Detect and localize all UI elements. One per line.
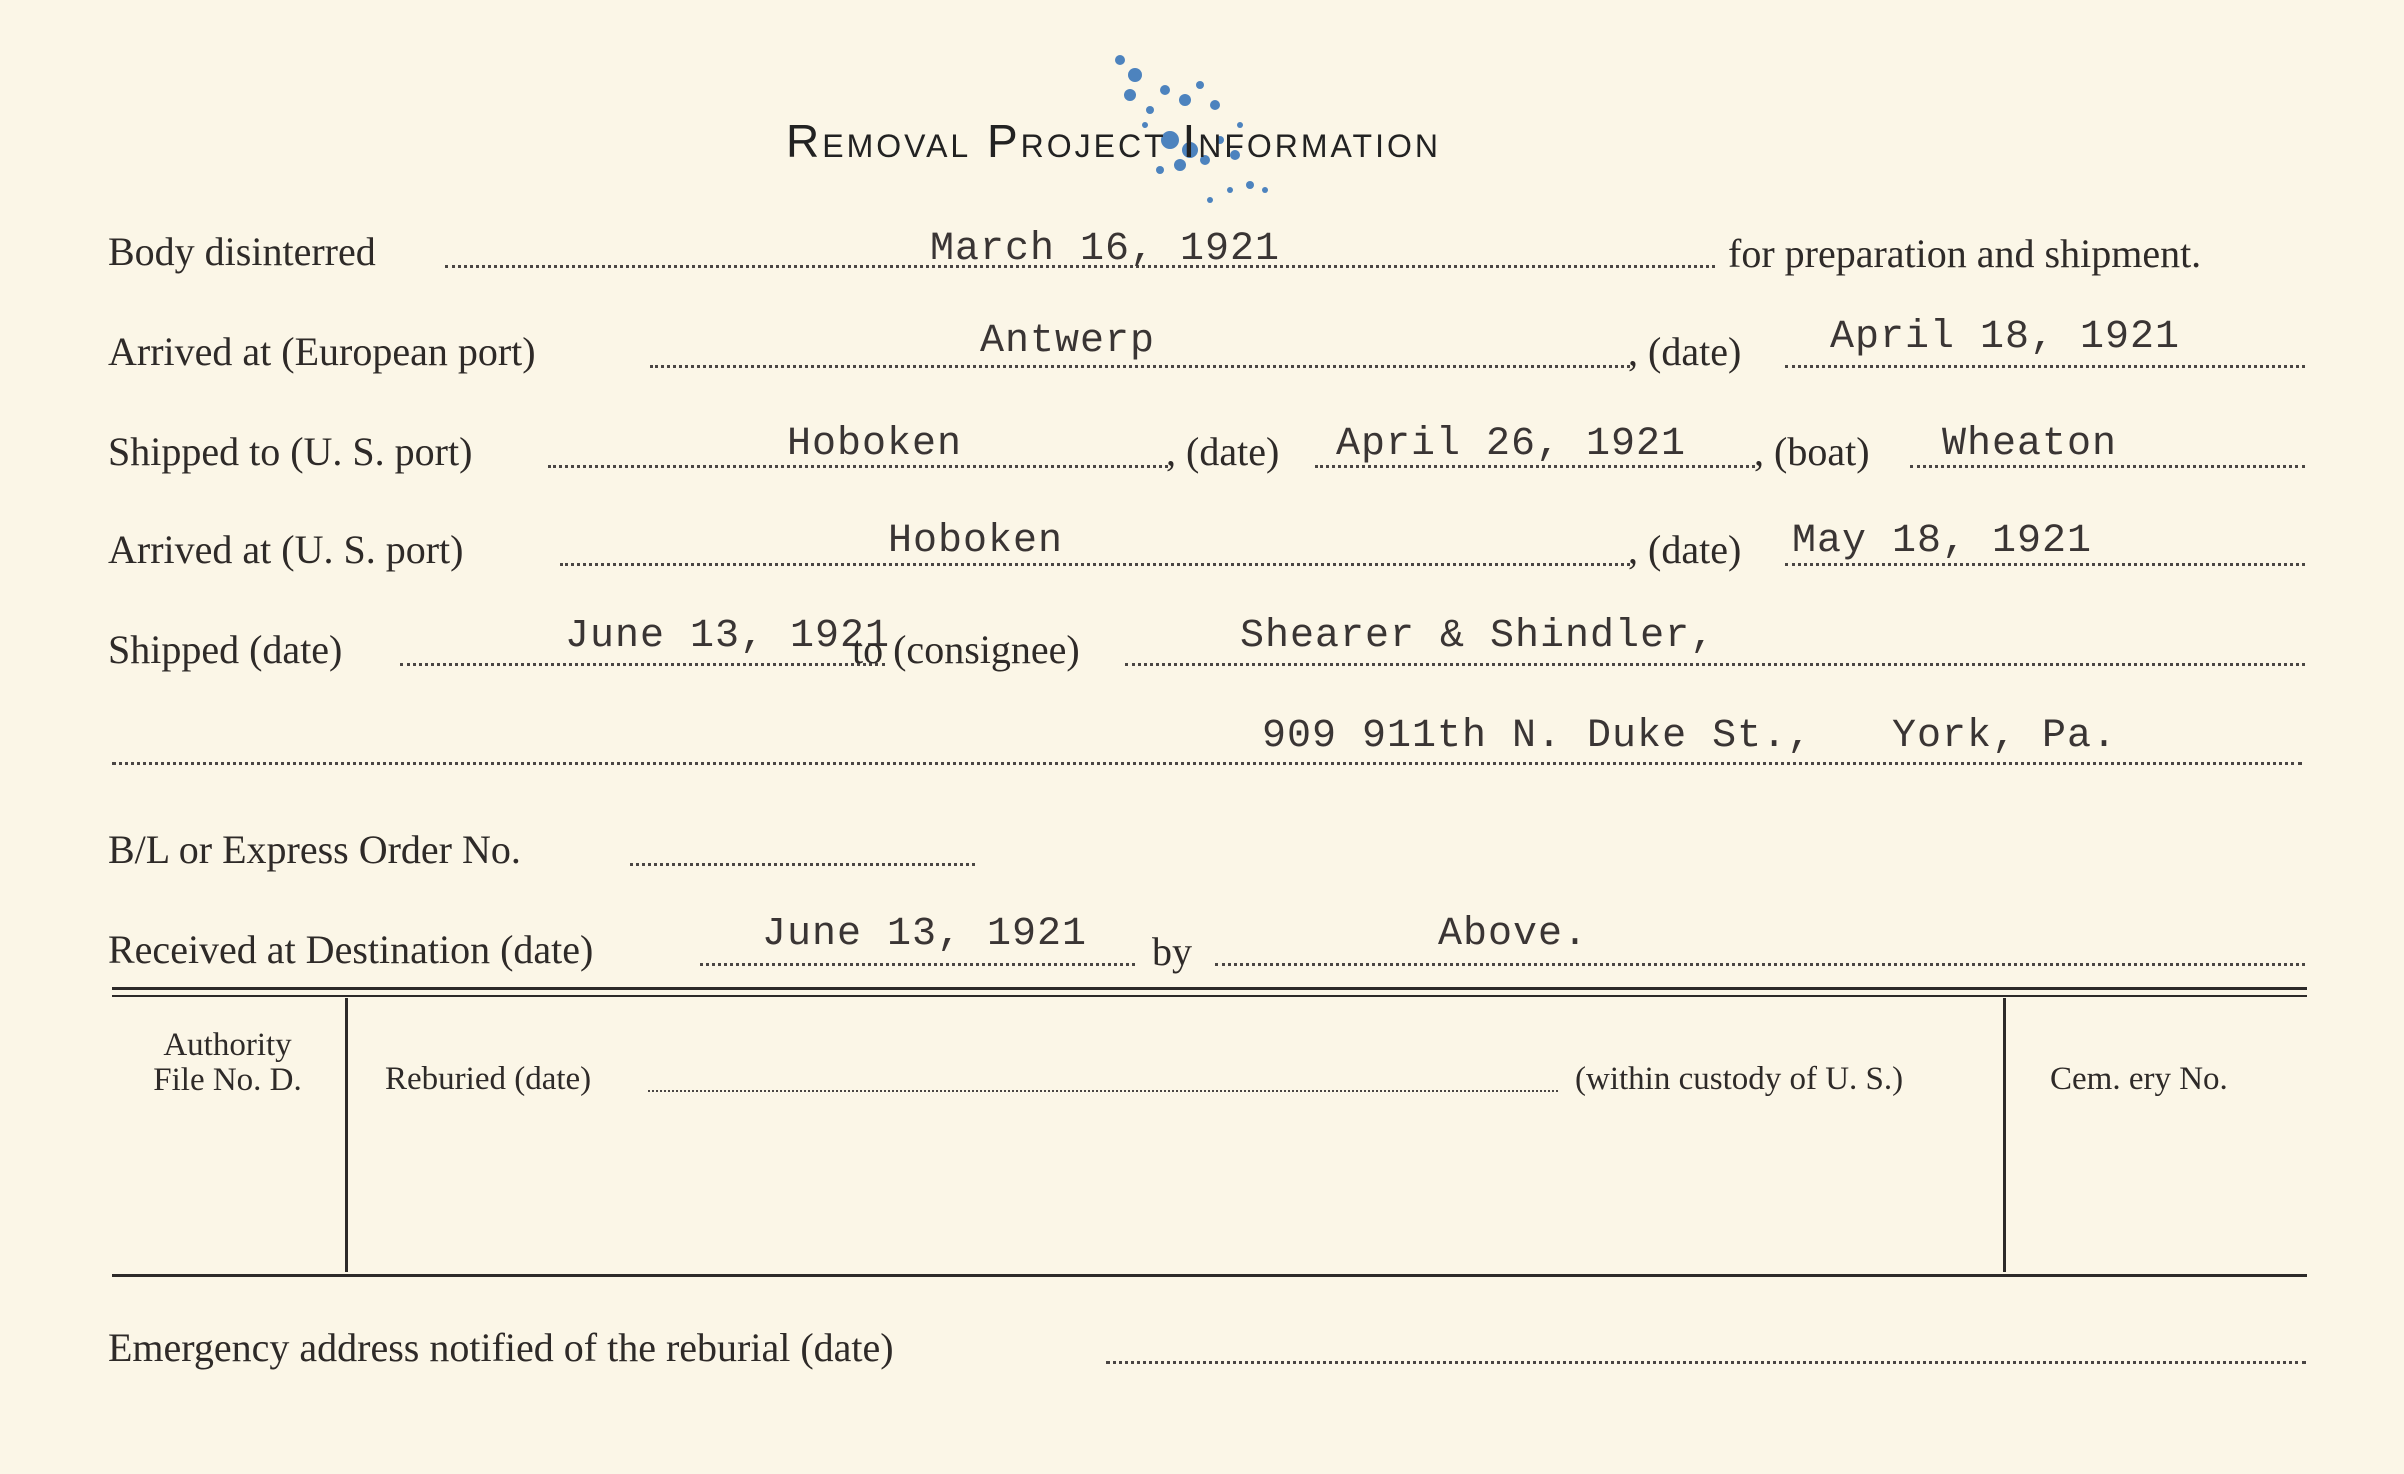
consignee-value: Shearer & Shindler, bbox=[1240, 614, 1716, 659]
received-label: Received at Destination (date) bbox=[108, 927, 594, 972]
box-divider-left bbox=[345, 998, 348, 1272]
box-divider-right bbox=[2003, 998, 2006, 1272]
arrived-us-port: Hoboken bbox=[888, 519, 1064, 564]
reburied-line bbox=[648, 1090, 1558, 1092]
authority-line-2: File No. D. bbox=[153, 1061, 302, 1098]
shipped-us-port: Hoboken bbox=[787, 422, 963, 467]
emergency-label: Emergency address notified of the reburial (date) bbox=[108, 1325, 894, 1370]
received-date: June 13, 1921 bbox=[762, 912, 1088, 957]
arrived-us-port-line bbox=[560, 563, 1630, 566]
consignee-label: to (consignee) bbox=[852, 627, 1080, 672]
arrived-europe-date-line bbox=[1785, 365, 2305, 368]
arrived-us-label: Arrived at (U. S. port) bbox=[108, 527, 464, 572]
cemetery-label: Cem. ery No. bbox=[2050, 1061, 2228, 1097]
box-top-rule-2 bbox=[112, 995, 2307, 997]
shipped-us-date: April 26, 1921 bbox=[1336, 422, 1687, 467]
arrived-europe-port: Antwerp bbox=[980, 319, 1156, 364]
shipped-us-label: Shipped to (U. S. port) bbox=[108, 429, 473, 474]
disinterred-label: Body disinterred bbox=[108, 229, 376, 274]
box-bottom-rule bbox=[112, 1274, 2307, 1277]
bl-label: B/L or Express Order No. bbox=[108, 827, 521, 872]
shipped-label: Shipped (date) bbox=[108, 627, 343, 672]
address-street: 909 911th N. Duke St., bbox=[1262, 714, 1813, 759]
reburied-label: Reburied (date) bbox=[385, 1061, 592, 1097]
custody-label: (within custody of U. S.) bbox=[1575, 1061, 1904, 1097]
disinterred-value: March 16, 1921 bbox=[930, 227, 1281, 272]
shipped-us-boat-label: , (boat) bbox=[1754, 429, 1870, 474]
emergency-line bbox=[1106, 1361, 2306, 1364]
consignee-line bbox=[1125, 663, 2305, 666]
shipped-date-line bbox=[400, 663, 885, 666]
bl-line bbox=[630, 863, 975, 866]
authority-label bbox=[120, 1028, 335, 1097]
shipped-us-boat: Wheaton bbox=[1942, 422, 2118, 467]
shipped-date: June 13, 1921 bbox=[565, 614, 891, 659]
received-date-line bbox=[700, 963, 1135, 966]
authority-line-1: Authority bbox=[163, 1027, 292, 1063]
arrived-europe-date-label: , (date) bbox=[1628, 329, 1742, 374]
received-by-line bbox=[1215, 963, 2305, 966]
shipped-us-date-label: , (date) bbox=[1166, 429, 1280, 474]
address-city: York, Pa. bbox=[1892, 714, 2118, 759]
arrived-europe-date: April 18, 1921 bbox=[1830, 315, 2181, 360]
disinterred-suffix: for preparation and shipment. bbox=[1728, 231, 2202, 276]
received-by: Above. bbox=[1438, 912, 1589, 957]
title-text: Removal Project Information bbox=[786, 115, 1441, 167]
received-by-label: by bbox=[1152, 929, 1192, 974]
arrived-us-date: May 18, 1921 bbox=[1792, 519, 2093, 564]
arrived-us-date-label: , (date) bbox=[1628, 527, 1742, 572]
arrived-europe-port-line bbox=[650, 365, 1630, 368]
box-top-rule-1 bbox=[112, 987, 2307, 990]
address-line bbox=[112, 762, 2302, 765]
arrived-europe-label: Arrived at (European port) bbox=[108, 329, 536, 374]
page-title bbox=[786, 114, 1441, 168]
